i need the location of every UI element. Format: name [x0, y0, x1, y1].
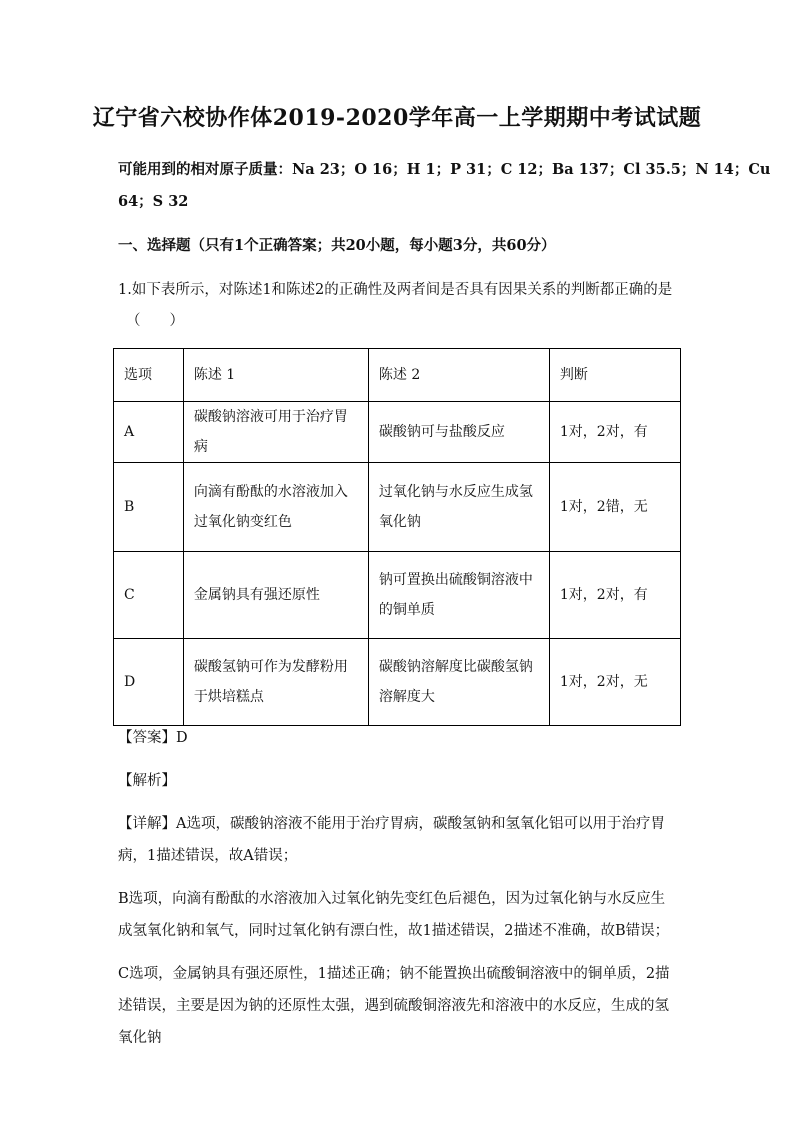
atomic-mass-line-2: 64；S 32 [118, 193, 189, 210]
table-cell: A [114, 402, 184, 463]
table-header-row [114, 349, 681, 402]
table-cell: D [114, 639, 184, 726]
table-header-cell: 陈述 1 [183, 349, 368, 402]
table-cell: C [114, 552, 184, 639]
table-cell: 碳酸氢钠可作为发酵粉用于烘培糕点 [183, 639, 368, 726]
table-cell: 碳酸钠溶液可用于治疗胃病 [183, 402, 368, 463]
table-cell: 1对，2对，有 [549, 402, 680, 463]
table-cell: 1对，2对，有 [549, 552, 680, 639]
question-stem-line-2: （ ） [126, 313, 184, 329]
atomic-mass-line-1: 可能用到的相对原子质量：Na 23；O 16；H 1；P 31；C 12；Ba 137；Cl 35.5；N 14；Cu [118, 161, 771, 178]
explanation-paragraph-a: 【详解】A选项，碳酸钠溶液不能用于治疗胃病，碳酸氢钠和氢氧化铝可以用于治疗胃病，1描述错误，故A错误； [118, 816, 665, 864]
table-cell: 向滴有酚酞的水溶液加入过氧化钠变红色 [183, 463, 368, 552]
table-cell: 1对，2对，无 [549, 639, 680, 726]
table-cell: 碳酸钠溶解度比碳酸氢钠溶解度大 [368, 639, 549, 726]
table-cell: 碳酸钠可与盐酸反应 [368, 402, 549, 463]
table-header-cell: 选项 [114, 349, 184, 402]
explanation-paragraph-b: B选项，向滴有酚酞的水溶液加入过氧化钠先变红色后褪色，因为过氧化钠与水反应生成氢氧化钠和氧气，同时过氧化钠有漂白性，故1描述错误，2描述不准确，故B错误； [118, 891, 670, 939]
table-cell: 钠可置换出硫酸铜溶液中的铜单质 [368, 552, 549, 639]
table-cell: 1对，2错，无 [549, 463, 680, 552]
table-header-cell: 判断 [549, 349, 680, 402]
table-cell: 过氧化钠与水反应生成氢氧化钠 [368, 463, 549, 552]
analysis-heading: 【解析】 [118, 773, 176, 789]
answer-line: 【答案】D [118, 730, 188, 746]
table-header-cell: 陈述 2 [368, 349, 549, 402]
table-cell: 金属钠具有强还原性 [183, 552, 368, 639]
table-cell: B [114, 463, 184, 552]
page-title: 辽宁省六校协作体2019-2020学年高一上学期期中考试试题 [92, 105, 702, 131]
table-row [114, 552, 681, 639]
table-row [114, 402, 681, 463]
explanation-paragraph-c: C选项，金属钠具有强还原性，1描述正确；钠不能置换出硫酸铜溶液中的铜单质，2描述错误，主要是因为钠的还原性太强，遇到硫酸铜溶液先和溶液中的水反应，生成的氢氧化钠 [118, 966, 670, 1046]
options-table [113, 348, 681, 726]
table-row [114, 463, 681, 552]
table-row [114, 639, 681, 726]
question-stem-line-1: 1.如下表所示，对陈述1和陈述2的正确性及两者间是否具有因果关系的判断都正确的是 [118, 282, 673, 298]
section-heading: 一、选择题（只有1个正确答案；共20小题，每小题3分，共60分） [118, 237, 556, 254]
